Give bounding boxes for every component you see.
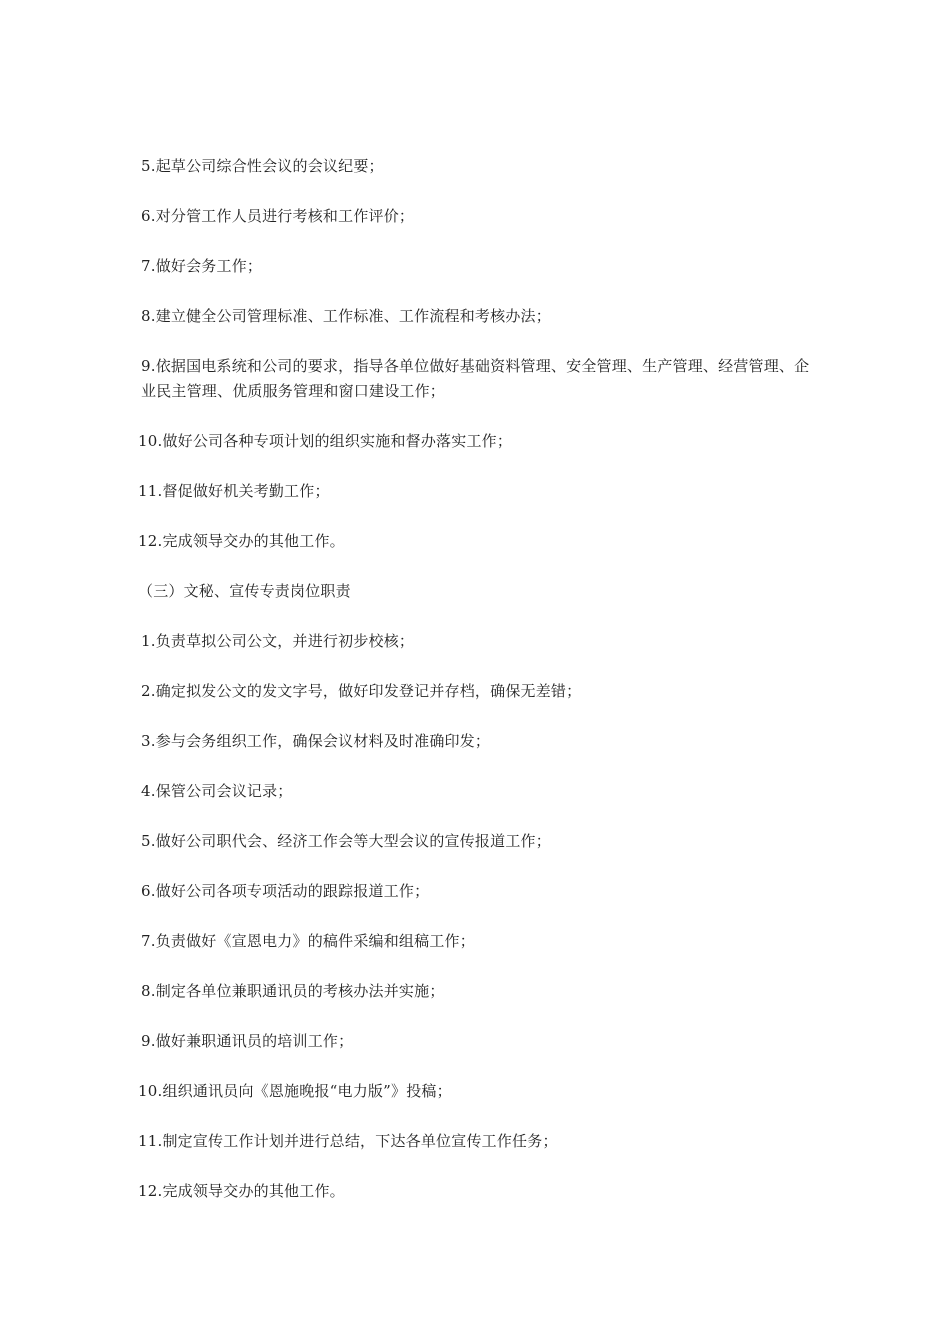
paragraph-duty-9: 9.依据国电系统和公司的要求，指导各单位做好基础资料管理、安全管理、生产管理、经营管理、企业民主管理、优质服务管理和窗口建设工作； bbox=[141, 357, 810, 400]
document-body bbox=[138, 154, 818, 1229]
paragraph-duty-8: 8.建立健全公司管理标准、工作标准、工作流程和考核办法； bbox=[141, 307, 551, 325]
paragraph-secretary-11: 11.制定宣传工作计划并进行总结，下达各单位宣传工作任务； bbox=[138, 1132, 558, 1150]
section-heading: （三）文秘、宣传专责岗位职责 bbox=[138, 582, 351, 600]
paragraph-secretary-4: 4.保管公司会议记录； bbox=[141, 782, 293, 800]
paragraph-duty-11: 11.督促做好机关考勤工作； bbox=[138, 482, 330, 500]
paragraph-secretary-9: 9.做好兼职通讯员的培训工作； bbox=[141, 1032, 354, 1050]
paragraph-secretary-12: 12.完成领导交办的其他工作。 bbox=[138, 1182, 345, 1200]
paragraph-secretary-2: 2.确定拟发公文的发文字号，做好印发登记并存档，确保无差错； bbox=[141, 682, 582, 700]
paragraph-secretary-10: 10.组织通讯员向《恩施晚报“电力版”》投稿； bbox=[138, 1082, 452, 1100]
paragraph-secretary-8: 8.制定各单位兼职通讯员的考核办法并实施； bbox=[141, 982, 445, 1000]
paragraph-duty-6: 6.对分管工作人员进行考核和工作评价； bbox=[141, 207, 415, 225]
paragraph-secretary-5: 5.做好公司职代会、经济工作会等大型会议的宣传报道工作； bbox=[141, 832, 551, 850]
paragraph-secretary-3: 3.参与会务组织工作，确保会议材料及时准确印发； bbox=[141, 732, 491, 750]
paragraph-secretary-1: 1.负责草拟公司公文，并进行初步校核； bbox=[141, 632, 415, 650]
paragraph-duty-10: 10.做好公司各种专项计划的组织实施和督办落实工作； bbox=[138, 432, 513, 450]
paragraph-duty-7: 7.做好会务工作； bbox=[141, 257, 263, 275]
paragraph-secretary-7: 7.负责做好《宣恩电力》的稿件采编和组稿工作； bbox=[141, 932, 475, 950]
paragraph-duty-5: 5.起草公司综合性会议的会议纪要； bbox=[141, 157, 384, 175]
paragraph-secretary-6: 6.做好公司各项专项活动的跟踪报道工作； bbox=[141, 882, 430, 900]
paragraph-duty-12: 12.完成领导交办的其他工作。 bbox=[138, 532, 345, 550]
